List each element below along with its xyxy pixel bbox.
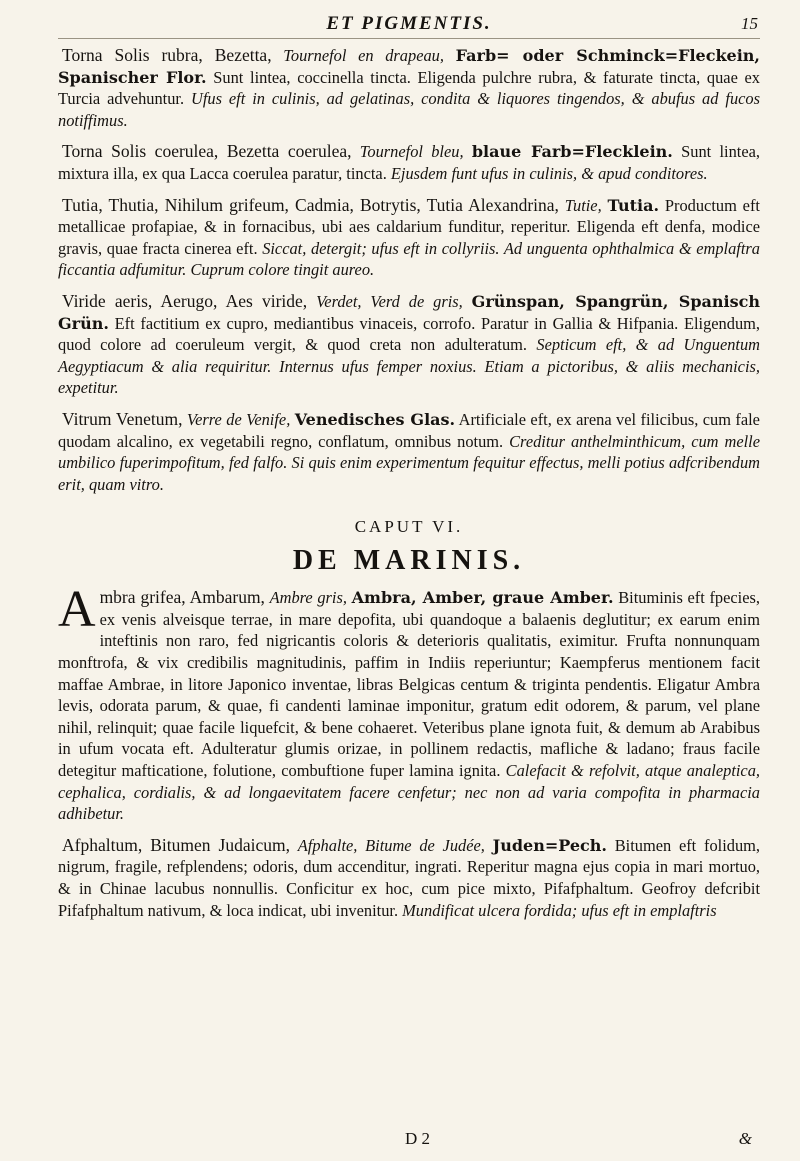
entry-vitrum-venetum bbox=[58, 409, 760, 495]
entry-torna-solis-coerulea bbox=[58, 141, 760, 184]
entry-viride-aeris bbox=[58, 291, 760, 399]
entry-usage: Ejusdem funt ufus in culinis, & apud conditores. bbox=[390, 163, 708, 183]
entry-body: Artificiale eft, ex arena vel filicibus, cum fale quodam alcalino, ex vegetabili regno, conflatum, omnibus notum. bbox=[58, 409, 760, 451]
entry-torna-solis-rubra bbox=[58, 45, 760, 131]
entry-usage: Septicum eft, & ad Unguentum Aegyptiacum & alia requiritur. Internus ufus femper noxius. Etiam a pictoribus, & aliis mechanicis, expetitur. bbox=[58, 335, 760, 398]
entry-body: Productum eft metallicae profapiae, & in fornacibus, ubi aes caldarium funditur, reperitur. Eligenda eft denfa, modice gravis, quae fracta cinerea eft. bbox=[58, 195, 760, 258]
entry-tutia bbox=[58, 195, 760, 281]
chapter-label: CAPUT VI. bbox=[354, 517, 464, 537]
entry-headword: Afphaltum, Bitumen Judaicum, bbox=[62, 834, 290, 855]
entry-body: Sunt lintea, coccinella tincta. Eligenda pulchre rubra, & faturate tincta, quae ex Turcia advehuntur. bbox=[58, 67, 760, 109]
entry-body: Eft factitium ex cupro, mediantibus vinaceis, corrofo. Paratur in Gallia & Hifpania. Eligendum, quod colore ad coeruleum vergit, & quod creta non adulteratum. bbox=[58, 313, 760, 355]
entry-headword: mbra grifea, Ambarum, bbox=[99, 587, 265, 608]
chapter-title: DE MARINIS. bbox=[292, 545, 526, 577]
entry-usage: Creditur anthelminthicum, cum melle umbilico fuperimpofitum, fed falfo. Si quis enim experimentum fequitur effectus, melli potius adfcribendum erit, quam vitro. bbox=[58, 431, 760, 494]
entry-body: Sunt lintea, mixtura illa, ex qua Lacca coerulea paratur, tincta. bbox=[58, 142, 760, 183]
entry-french-name: Tournefol bleu, bbox=[359, 142, 464, 162]
entry-headword: Torna Solis coerulea, Bezetta coerulea, bbox=[62, 141, 352, 162]
entry-usage: Calefacit & refolvit, atque analeptica, cephalica, cordialis, & ad longaevitatem facere cenfetur; nec non ad varia compofita in pharmacia adhibetur. bbox=[58, 761, 760, 824]
entry-usage: Mundificat ulcera fordida; ufus eft in emplaftris bbox=[402, 900, 717, 920]
entry-asphaltum bbox=[58, 835, 760, 921]
catchword: & bbox=[738, 1129, 752, 1148]
entry-german-name: blaue Farb=Flecklein. bbox=[471, 142, 673, 162]
entry-headword: Vitrum Venetum, bbox=[62, 408, 183, 429]
entry-german-name: Venedisches Glas. bbox=[294, 409, 456, 429]
entry-headword: Tutia, Thutia, Nihilum grifeum, Cadmia, Botrytis, Tutia Alexandrina, bbox=[62, 194, 559, 215]
drop-cap: A bbox=[58, 581, 96, 639]
entry-french-name: Verre de Venife, bbox=[186, 409, 291, 429]
signature-mark: D 2 bbox=[405, 1129, 431, 1148]
running-title: ET PIGMENTIS. bbox=[326, 13, 492, 34]
entry-german-name: Ambra, Amber, graue Amber. bbox=[351, 588, 614, 608]
entry-french-name: Verdet, Verd de gris, bbox=[316, 291, 463, 311]
entry-headword: Viride aeris, Aerugo, Aes viride, bbox=[62, 290, 308, 311]
entry-german-name: Tutia. bbox=[607, 195, 660, 215]
entry-german-name: Grünspan, Spangrün, Spanisch Grün. bbox=[58, 291, 760, 333]
entry-french-name: Ambre gris, bbox=[269, 588, 347, 608]
entry-french-name: Tournefol en drapeau, bbox=[283, 46, 444, 65]
entry-french-name: Afphalte, Bitume de Judée, bbox=[297, 835, 485, 855]
entry-body: Bituminis eft fpecies, ex venis alveisque terrae, in mare depofita, ubi quandoque a balaenis deglutitur; ex earum enim inteftinis non raro, fed nigricantis coloris & deterioris qualitatis, eximitur. Frufta nonnunquam monftrofa, & vix credibilis magnitudinis, paffim in Indiis reperiuntur; Kaempferus mentionem facit maffae Ambrae, in litore Japonico inventae, libras Belgicas centum & triginta pendentis. Eligatur Ambra levis, odorata parum, & quae, fi candenti laminae imponitur, gratum edit odorem, & parum, vel plane nihil, relinquit; quae facile liquefcit, & bene cohaeret. Veteribus plane ignota fuit, & demum ab Arabibus in ufum vocata eft. Adulteratur glumis orizae, in pollinem redactis, mafliche & ladano; fraus facile detegitur mafticatione, folutione, combuftione fuper lamina ignita. bbox=[58, 588, 760, 781]
running-head bbox=[58, 10, 760, 39]
page-number: 15 bbox=[741, 14, 758, 33]
entry-headword: Torna Solis rubra, Bezetta, bbox=[62, 45, 272, 65]
entry-body: Bitumen eft folidum, nigrum, fragile, refplendens; odoris, dum accenditur, ingrati. Reperitur magna ejus copia in mari mortuo, & in Chinae lacubus nonnullis. Conficitur ex hoc, cum pice mixto, Pifafphaltum. Geofroy defcribit Pifafphaltum nativum, & loca indicat, ubi invenitur. bbox=[58, 835, 760, 920]
entry-ambra-grisea bbox=[58, 581, 760, 825]
page-footer bbox=[0, 1129, 800, 1151]
entry-german-name: Juden=Pech. bbox=[492, 835, 607, 855]
entry-german-name: Farb= oder Schminck=Fleckein, Spanischer Flor. bbox=[58, 46, 761, 87]
entry-usage: Siccat, detergit; ufus eft in collyriis. Ad unguenta ophthalmica & emplaftra ficcantia adfumitur. Cuprum colore tingit aureo. bbox=[58, 238, 760, 280]
entry-usage: Ufus eft in culinis, ad gelatinas, condita & liquores tingendos, & abufus ad fucos notiffimus. bbox=[58, 89, 760, 130]
entry-french-name: Tutie, bbox=[564, 195, 602, 215]
